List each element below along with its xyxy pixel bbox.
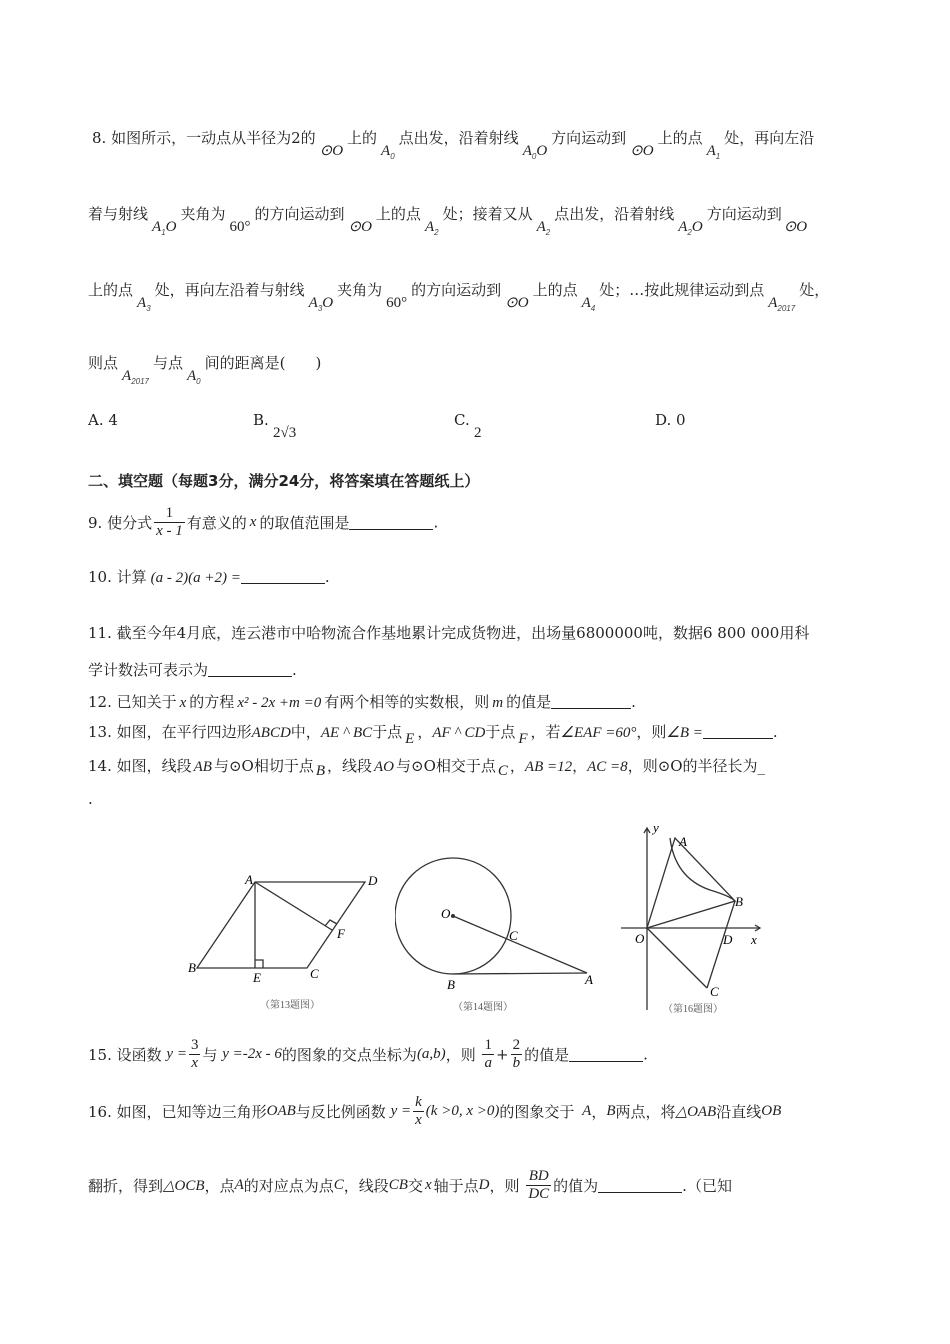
fig13-label-a: A [245, 872, 253, 887]
q11-line-2: 学计数法可表示为 . [88, 661, 297, 679]
q12-answer-blank[interactable] [551, 694, 631, 709]
fig16-caption: （第16题图） [663, 1004, 723, 1015]
fig16-label-y: y [653, 820, 659, 835]
q9-fraction: $\frac{1}{x - 1}$ [156, 505, 183, 539]
q8-line-3: 上的点$A_3$处，再向左沿着与射线$A_3O$夹角为60°的方向运动到⊙O上的点$A_4$处；…按此规律运动到点$A_{2017}$处， [88, 281, 830, 313]
q13-answer-blank[interactable] [703, 724, 773, 739]
fig14-caption: （第14题图） [453, 1002, 513, 1013]
q15-answer-blank[interactable] [569, 1047, 643, 1062]
fig13-label-c: C [310, 966, 319, 981]
fig13-label-b: B [188, 960, 196, 975]
fig13-caption: （第13题图） [260, 1000, 320, 1011]
q16-line-2: 翻折，得到△OCB，点A的对应点为点C，线段CB交 x 轴于点D，则 $\frac{BD}{DC}$ 的值为 .（已知 [88, 1168, 732, 1202]
parallelogram-abcd [197, 882, 365, 968]
fig16-label-b: B [735, 894, 743, 909]
q8-option-b[interactable]: B. 2√3 [253, 411, 297, 441]
figure-13 [180, 868, 390, 1018]
fig16-label-a: A [679, 834, 687, 849]
triangle-oab [647, 838, 735, 928]
section-2-title: 二、填空题（每题3分，满分24分，将答案填在答题纸上） [88, 472, 480, 490]
fig16-label-o: O [635, 931, 645, 946]
fig14-label-c: C [509, 928, 518, 943]
q16-answer-blank[interactable] [598, 1178, 682, 1193]
q9-answer-blank[interactable] [349, 515, 433, 530]
q8-option-a[interactable]: A. 4 [88, 411, 118, 429]
q15: 15. 设函数 y = $\frac{3}{x}$ 与 y =-2x - 6的图象的交点坐标为(a,b)，则 $\frac{1}{a}$ + $\frac{2}{b}$ 的值是 . [88, 1037, 648, 1071]
q11-answer-blank[interactable] [208, 662, 292, 677]
fig14-label-b: B [447, 977, 455, 992]
q14-period: . [88, 790, 93, 808]
q14: 14. 如图，线段 AB 与⊙O相切于点 B ，线段 AO 与⊙O相交于点 C ，AB =12，AC =8，则⊙O的半径长为_ [88, 757, 766, 779]
q8-line-4: 则点$A_{2017}$与点$A_0$间的距离是( ) [88, 354, 322, 386]
q8-line-1: 8. 如图所示，一动点从半径为2的⊙O上的$A_0$点出发，沿着射线$A_0O$方向运动到⊙O上的点$A_1$处，再向左沿 [92, 129, 815, 161]
q10: 10. 计算 (a - 2)(a +2) = . [88, 568, 330, 586]
q10-answer-blank[interactable] [241, 569, 325, 584]
q16-line-1: 16. 如图，已知等边三角形OAB与反比例函数 y = $\frac{k}{x}$ (k >0, x >0)的图象交于 A，B两点，将△OAB沿直线OB [88, 1094, 782, 1128]
fig16-label-x: x [751, 932, 757, 947]
q8-option-d[interactable]: D. 0 [655, 411, 686, 429]
fig13-label-e: E [253, 970, 261, 985]
fig14-label-a: A [585, 972, 593, 987]
q13: 13. 如图，在平行四边形ABCD中，AE ^ BC于点 E ，AF ^ CD于点 F ，若∠EAF =60°，则∠B = . [88, 723, 778, 747]
q12: 12. 已知关于 x 的方程 x² - 2x +m =0 有两个相等的实数根，则 m 的值是 . [88, 693, 636, 711]
fig13-label-f: F [337, 926, 345, 941]
q8-option-c[interactable]: C. 2 [454, 411, 482, 441]
q8-line-2: 着与射线$A_1O$夹角为60°的方向运动到⊙O上的点$A_2$处；接着又从$A_2$点出发，沿着射线$A_2O$方向运动到⊙O [88, 205, 808, 237]
fig13-label-d: D [368, 873, 378, 888]
fig14-label-o: O [441, 906, 451, 921]
fig16-label-d: D [723, 932, 733, 947]
figure-16 [615, 818, 775, 1018]
fig16-label-c: C [710, 984, 719, 999]
q9: 9. 使分式 $\frac{1}{x - 1}$ 有意义的 x 的取值范围是 . [88, 505, 439, 539]
q11-line-1: 11. 截至今年4月底，连云港市中哈物流合作基地累计完成货物进，出场量6800000吨，数据6 800 000用科 [88, 624, 810, 642]
figure-14 [395, 840, 605, 1020]
